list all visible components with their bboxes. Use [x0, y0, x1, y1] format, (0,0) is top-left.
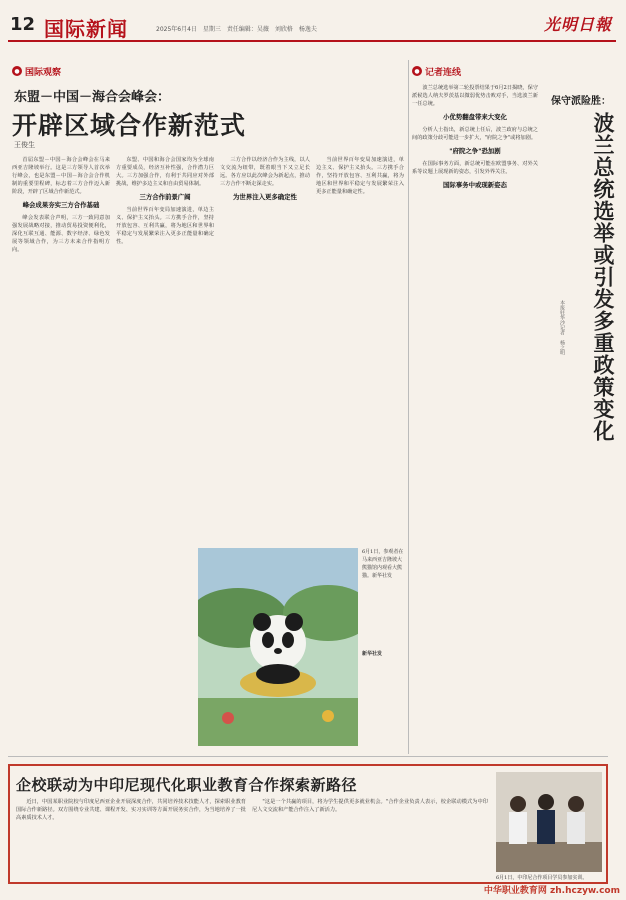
boxed-article-photo [496, 772, 602, 872]
paragraph: 东盟、中国和海合会国家均为全球南方重要成员，经济互补性强，合作潜力巨大。三方加强合作，有利于共同应对外部挑战，维护多边主义和自由贸易体制。 [116, 157, 214, 187]
paragraph: "这是一个共赢的项目，将为学生提供更多就业机会。"合作企业负责人表示，校企联动模式为中印尼人文交流和产能合作注入了新活力。 [252, 799, 488, 813]
boxed-article-col-1 [16, 798, 246, 880]
paragraph: 近日，中国某职业院校与印度尼西亚企业开展深度合作，共同培养技术技能人才，探索职业教育国际合作新路径。双方围绕专业共建、课程开发、实习实训等方面开展务实合作，为当地培养了一批高素质技术人才。 [16, 799, 246, 821]
subheading: 国际事务中或现新姿态 [443, 181, 507, 189]
right-article-kicker: 保守派险胜： [551, 96, 611, 107]
paragraph: 峰会发表联合声明，三方一致同意加强发展战略对接，推动贸易投资便利化，深化互联互通、能源、数字经济、绿色发展等领域合作，为三方未来合作指明方向。 [12, 215, 110, 253]
divider-vertical [408, 60, 409, 754]
section-label-text: 国际观察 [25, 67, 62, 78]
photo-credit: 新华社发 [362, 651, 383, 657]
paragraph: 波兰总统选举第二轮投票结果于6月2日揭晓，保守派候选人纳夫罗茨基以微弱优势击败对手，当选波兰新一任总统。 [412, 85, 538, 107]
paragraph: 当前世界百年变局加速演进，单边主义、保护主义抬头。三方携手合作，坚持开放包容、互利共赢，将为地区和世界和平稳定与发展繁荣注入更多正能量和确定性。 [316, 157, 404, 195]
divider-horizontal [8, 756, 608, 757]
bullet-icon: ● [412, 66, 422, 76]
subheading: "府院之争"恐加剧 [449, 147, 501, 155]
article-byline: 王俊生 [14, 141, 35, 149]
article-headline: 开辟区域合作新范式 [12, 111, 247, 140]
newspaper-logo: 光明日報 [543, 15, 612, 34]
main-article-col-1 [12, 156, 110, 746]
page-number: 12 [10, 14, 36, 35]
main-article-col-4 [316, 156, 404, 546]
section-label-text: 记者连线 [425, 67, 462, 78]
subheading: 三方合作前景广阔 [139, 193, 191, 201]
bullet-icon: ● [12, 66, 22, 76]
boxed-article [8, 764, 608, 884]
right-article-headline: 波兰总统选举或引发多重政策变化 [591, 112, 615, 442]
paragraph: 首届东盟－中国－海合会峰会在马来西亚吉隆坡举行。这是三方领导人首次举行峰会，也是东盟－中国－海合会合作机制的重要里程碑，标志着三方合作迈入新阶段，开辟了区域合作新范式。 [12, 157, 110, 195]
paragraph: 当前世界百年变局加速演进，单边主义、保护主义抬头。三方携手合作，坚持开放包容、互利共赢，将为地区和世界和平稳定与发展繁荣注入更多正能量和确定性。 [116, 207, 214, 245]
main-article-col-3 [220, 156, 310, 546]
subheading: 小优势翻盘带来大变化 [443, 113, 507, 121]
section-label-observation [12, 64, 61, 78]
photo-caption-text: 6月1日，参观者在马来西亚吉隆坡大熊猫馆内观看大熊猫。新华社发 [362, 549, 404, 579]
section-label-correspondent [412, 64, 461, 78]
photo-caption [362, 548, 404, 658]
right-article-byline: 本报驻华沙记者 杨之明 [559, 300, 565, 355]
issue-meta: 2025年6月4日 星期三 责任编辑：吴薇 刘欣格 杨逸夫 [156, 26, 317, 33]
subheading: 为世界注入更多确定性 [233, 193, 297, 201]
section-title: 国际新闻 [44, 17, 128, 41]
paragraph: 在国际事务方面，新总统可能在欧盟事务、对外关系等议题上展现新的姿态，引发外界关注。 [412, 161, 538, 175]
main-article-col-2 [116, 156, 214, 546]
paragraph: 分析人士指出，新总统上任后，波兰政府与总统之间的政策分歧可能进一步扩大，"府院之争"或将加剧。 [412, 127, 538, 141]
page-header [8, 8, 616, 42]
watermark-logo: 中华职业教育网 zh.hczyw.com [483, 886, 620, 896]
right-article-col-1 [412, 84, 538, 744]
subheading: 峰会成果夯实三方合作基础 [22, 201, 100, 209]
students-illustration [496, 772, 602, 872]
paragraph: 三方合作以经济合作为主线，以人文交流为纽带，既着眼当下又立足长远。各方应以此次峰会为新起点，推动三方合作不断走深走实。 [220, 157, 310, 187]
panda-garden-illustration [198, 548, 358, 746]
article-kicker: 东盟－中国－海合会峰会： [14, 90, 171, 105]
panda-photo [198, 548, 358, 746]
boxed-article-col-2 [252, 798, 488, 880]
boxed-photo-caption: 6月1日，中印尼合作项目学员参加实训。 [496, 875, 588, 881]
boxed-article-title: 企校联动为中印尼现代化职业教育合作探索新路径 [16, 776, 358, 794]
